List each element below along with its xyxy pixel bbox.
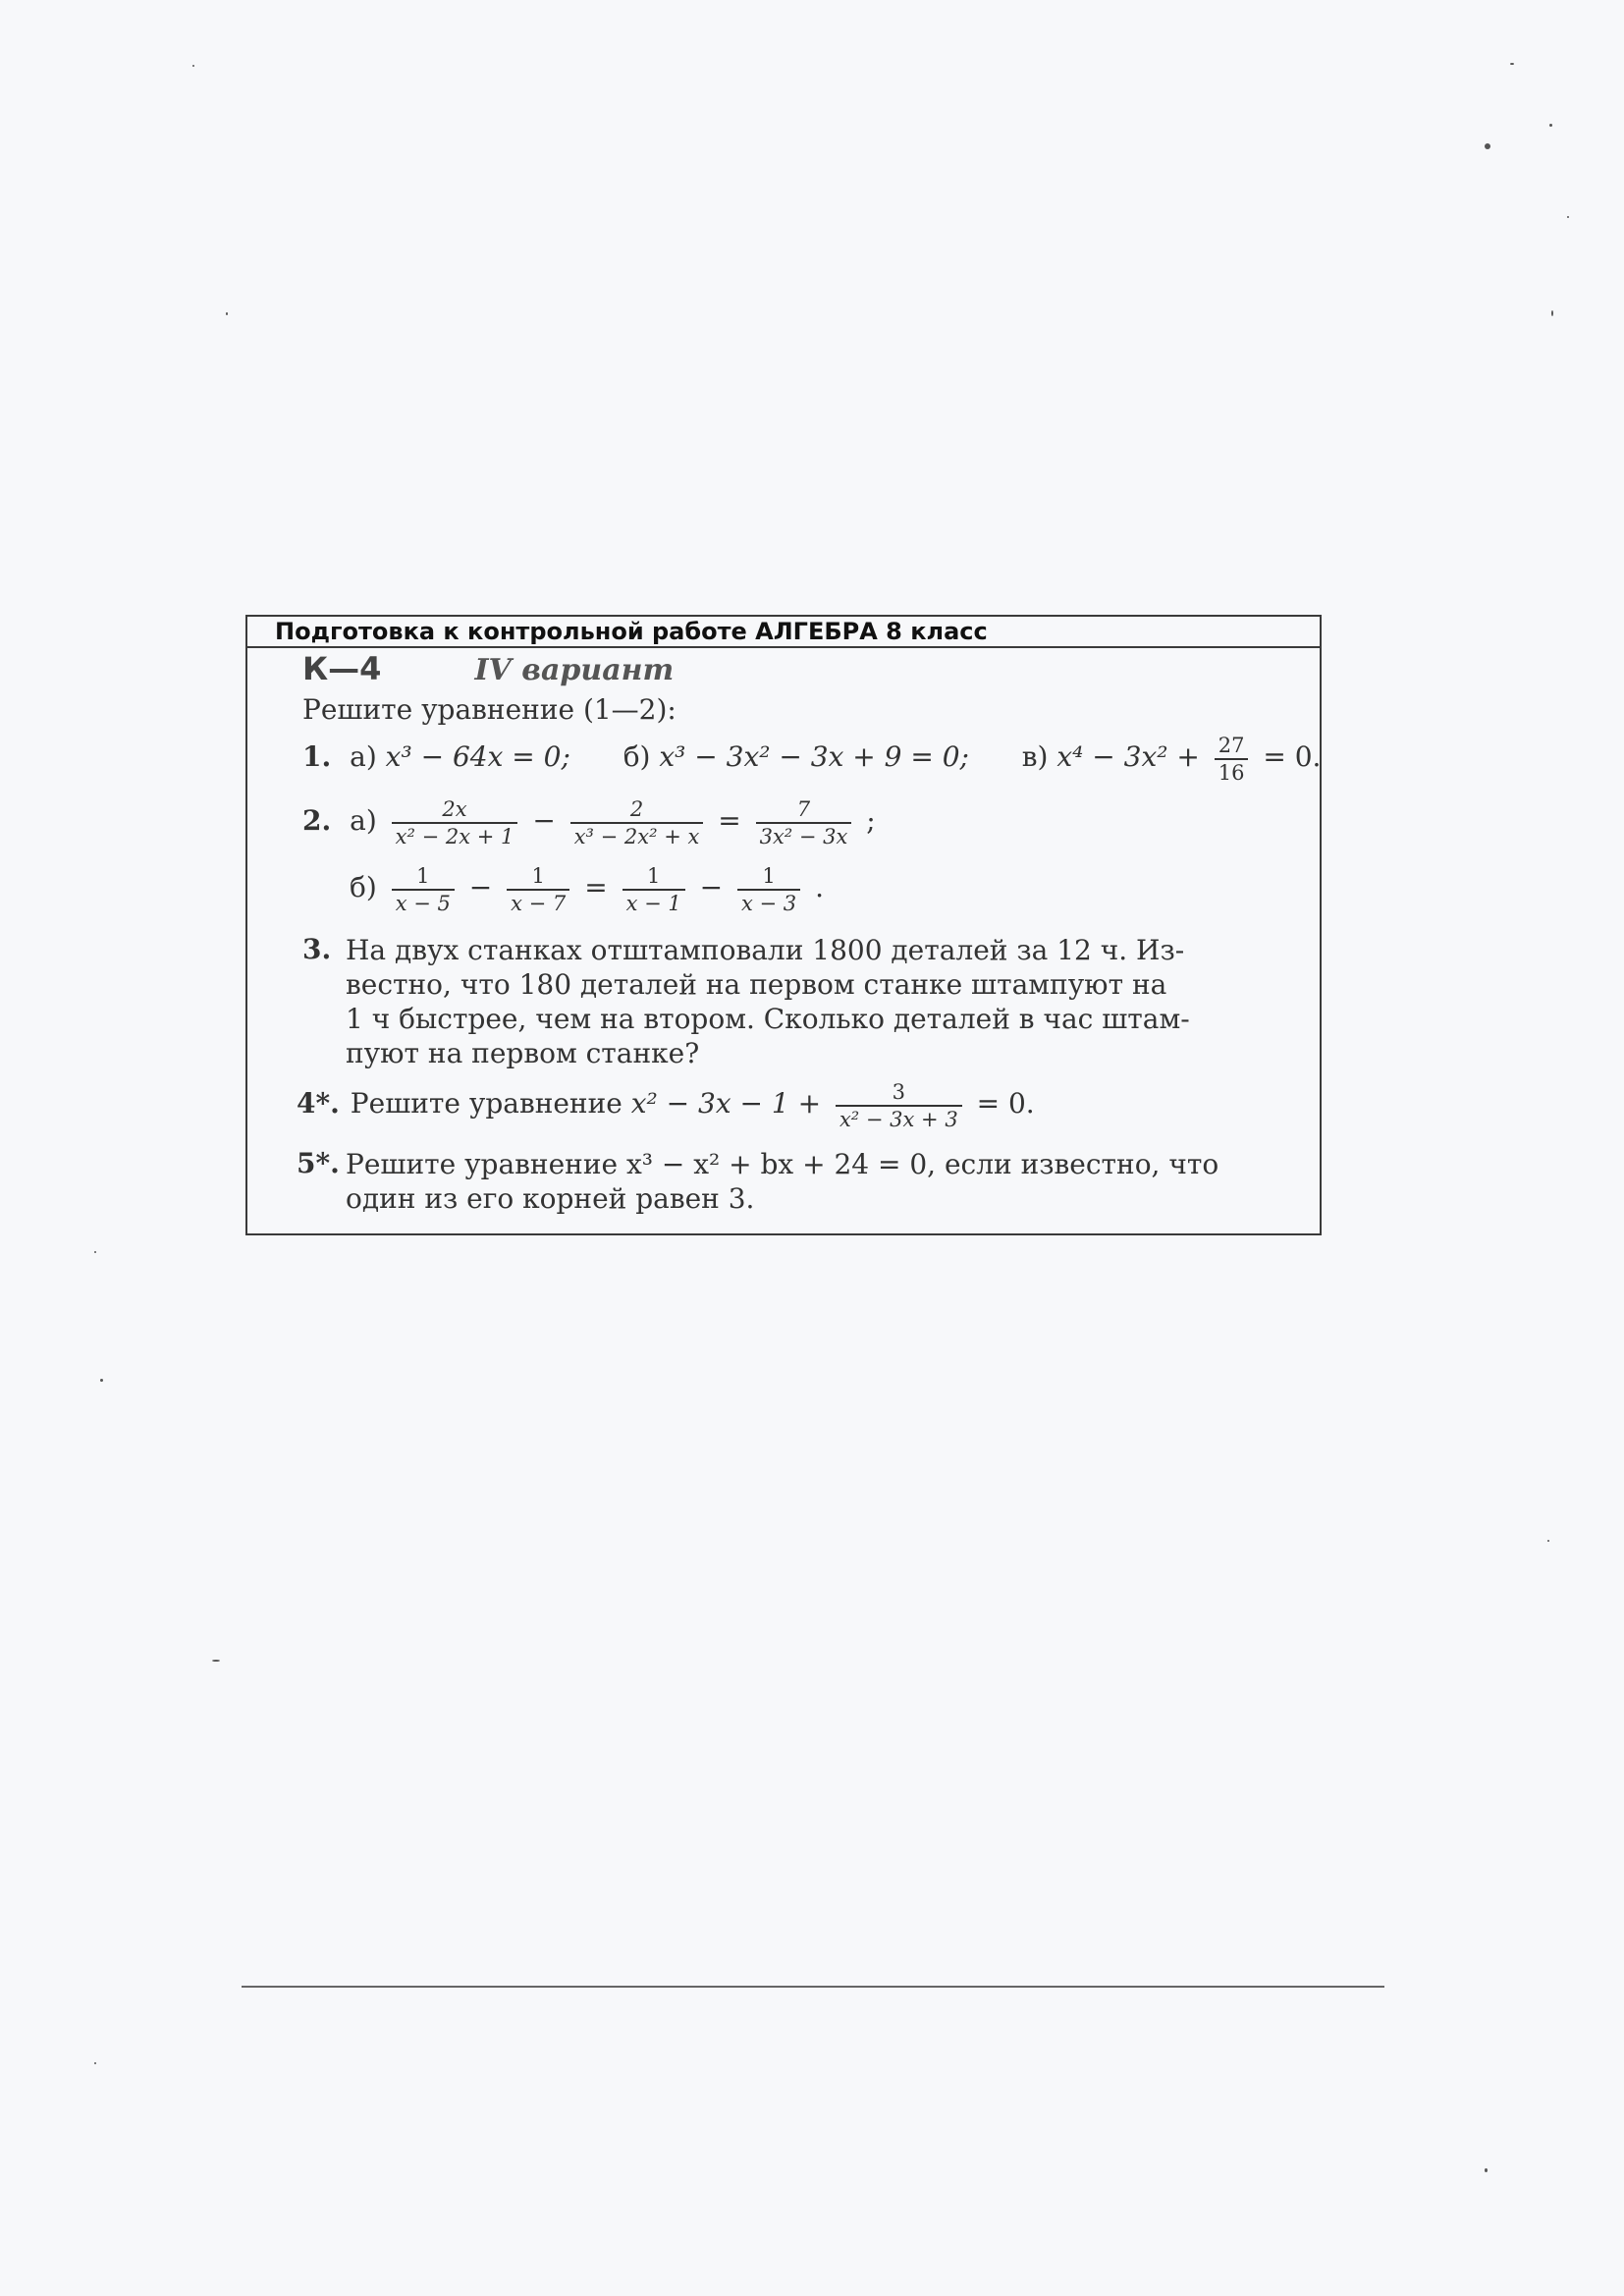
task-1b-expr: x³ − 3x² − 3x + 9 = 0; [659,740,969,773]
task-2b-fraction-2 [507,863,569,916]
task-3-number: 3. [302,933,332,965]
fraction-numerator: 2x [442,796,467,821]
scan-speck [94,1251,96,1253]
test-heading [302,650,674,693]
assignment-card [245,615,1322,1235]
operator: − [532,804,556,837]
card-header: Подготовка к контрольной работе АЛГЕБРА 8 класс [247,617,1320,648]
task-2a [302,792,1300,850]
task-3-line: На двух станках отштамповали 1800 деталей за 12 ч. Из- [346,934,1185,966]
fraction-denominator: 3x² − 3x [756,822,852,849]
task-4-text: Решите уравнение [350,1087,623,1120]
task-2b-fraction-3 [623,863,685,916]
fraction-denominator: x³ − 2x² + x [570,822,704,849]
task-1a-label: а) [350,740,377,773]
task-1a-expr: x³ − 64x = 0; [385,740,570,773]
scan-speck [100,1379,103,1382]
operator: − [468,871,493,903]
task-4 [297,1074,1300,1133]
scan-speck [1485,2168,1488,2172]
test-code: К—4 [302,650,382,687]
task-2a-fraction-2 [570,796,704,849]
task-2a-tail: ; [866,804,876,837]
scan-speck [1551,310,1553,316]
variant-label: IV вариант [474,653,675,687]
task-3-text [346,933,1300,1070]
task-2a-fraction-1 [392,796,518,849]
task-5-line: Решите уравнение x³ − x² + bx + 24 = 0, если известно, что [346,1148,1219,1180]
task-5 [297,1147,1300,1216]
task-4-fraction [836,1079,962,1132]
task-2b-fraction-4 [737,863,800,916]
task-2a-fraction-3 [756,796,852,849]
scan-speck [1549,124,1552,127]
task-2b-label: б) [350,871,377,903]
equals-sign: = [584,871,608,903]
instruction [302,693,1300,726]
task-2b-fraction-1 [392,863,455,916]
fraction-numerator: 3 [892,1079,906,1104]
task-4-number: 4*. [297,1087,340,1120]
equals-sign: = [718,804,741,837]
fraction-numerator: 1 [416,863,430,888]
fraction-numerator: 2 [629,796,644,821]
instruction-text: Решите уравнение (1—2): [302,693,677,726]
task-3-line: вестно, что 180 деталей на первом станке штампуют на [346,968,1167,1001]
bottom-rule [242,1986,1384,1988]
fraction-denominator: x² − 2x + 1 [392,822,518,849]
task-1c-fraction [1215,733,1249,786]
task-1c-tail: = 0. [1263,740,1322,773]
scan-speck [94,2062,96,2064]
fraction-numerator: 1 [531,863,545,888]
scan-speck [1510,63,1514,65]
fraction-numerator: 1 [762,863,776,888]
fraction-denominator: 16 [1215,758,1249,786]
fraction-denominator: x − 5 [392,889,455,916]
task-4-tail: = 0. [976,1087,1035,1120]
scan-speck [1567,216,1569,218]
task-1-number: 1. [302,740,332,773]
scan-speck [192,65,194,67]
scan-speck [1547,1540,1549,1542]
task-5-text [346,1147,1300,1216]
scan-speck [226,312,228,315]
task-3-line: пуют на первом станке? [346,1037,700,1069]
fraction-denominator: x² − 3x + 3 [836,1105,962,1132]
fraction-numerator: 7 [796,796,811,821]
task-3-line: 1 ч быстрее, чем на втором. Сколько деталей в час штам- [346,1003,1190,1035]
scan-speck [1485,143,1490,149]
task-3 [302,933,1300,1070]
operator: − [699,871,724,903]
task-2b-tail: . [815,871,824,903]
fraction-numerator: 1 [646,863,661,888]
task-2b [350,858,1300,917]
scan-speck [212,1660,220,1662]
task-5-number: 5*. [297,1147,340,1179]
task-1c-expr: x⁴ − 3x² + [1056,740,1200,773]
task-2-number: 2. [302,804,332,837]
task-5-line: один из его корней равен 3. [346,1182,755,1215]
task-1 [302,727,1322,788]
fraction-denominator: x − 7 [507,889,569,916]
task-1c-label: в) [1021,740,1049,773]
task-1b-label: б) [623,740,651,773]
task-2a-label: а) [350,804,377,837]
fraction-numerator: 27 [1218,733,1245,757]
fraction-denominator: x − 1 [623,889,685,916]
task-4-expr: x² − 3x − 1 + [630,1087,822,1120]
fraction-denominator: x − 3 [737,889,800,916]
